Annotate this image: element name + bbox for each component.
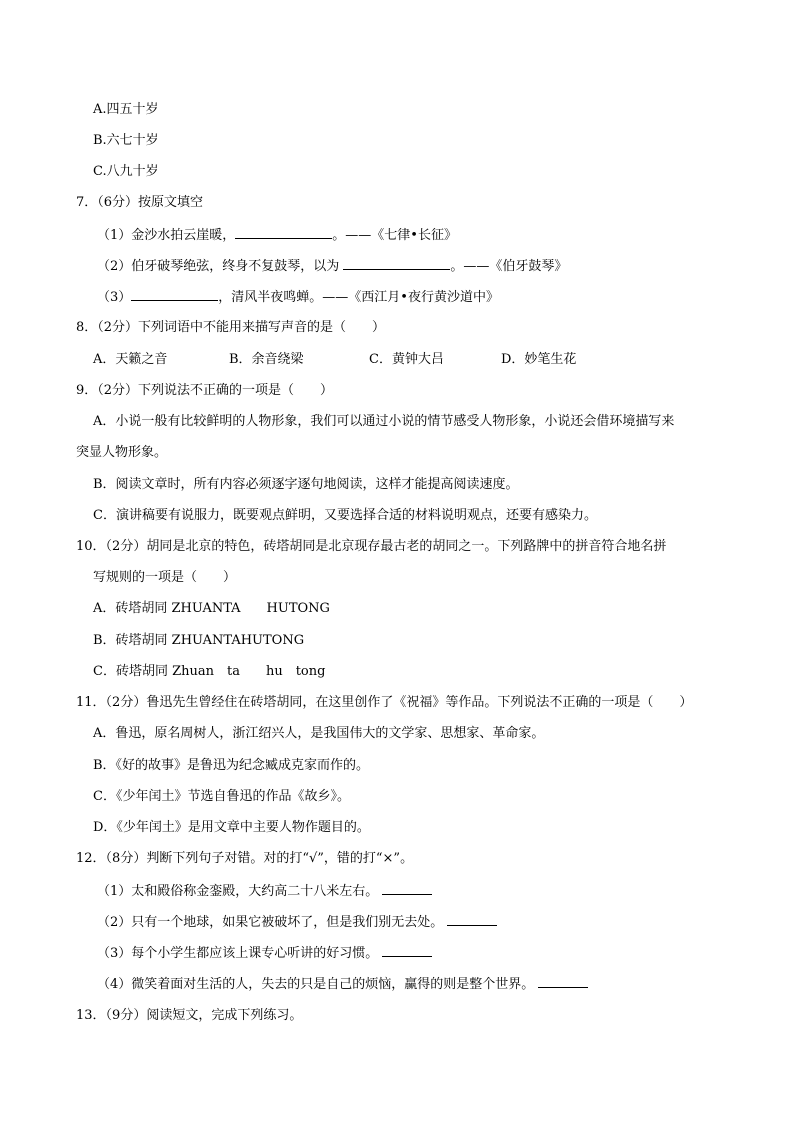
q10-option-a: A．砖塔胡同 ZHUANTA HUTONG (93, 601, 330, 616)
q7-stem: 7．（6分）按原文填空 (76, 195, 204, 210)
q8-option-d: D．妙笔生花 (501, 352, 577, 367)
q10-stem-line1: 10．（2分）胡同是北京的特色，砖塔胡同是北京现存最古老的胡同之一。下列路牌中的拼音符合地名拼 (76, 539, 667, 554)
option-a-age: A.四五十岁 (93, 102, 159, 117)
q12-stem: 12．（8分）判断下列句子对错。对的打“√”，错的打“×”。 (76, 851, 414, 866)
q12-item-3: （3）每个小学生都应该上课专心听讲的好习惯。 (97, 943, 432, 963)
option-c-age: C.八九十岁 (93, 164, 159, 179)
q11-option-a: A．鲁迅，原名周树人，浙江绍兴人，是我国伟大的文学家、思想家、革命家。 (93, 726, 545, 741)
q9-option-a-line1: A．小说一般有比较鲜明的人物形象，我们可以通过小说的情节感受人物形象，小说还会借环境描写来 (93, 414, 675, 429)
q11-stem: 11．（2分）鲁迅先生曾经住在砖塔胡同，在这里创作了《祝福》等作品。下列说法不正确的一项是（ ） (76, 695, 693, 710)
q9-option-b: B．阅读文章时，所有内容必须逐字逐句地阅读，这样才能提高阅读速度。 (93, 477, 519, 492)
q8-stem: 8．（2分）下列词语中不能用来描写声音的是（ ） (76, 320, 386, 335)
fill-blank[interactable] (343, 256, 450, 270)
q10-stem-line2: 写规则的一项是（ ） (93, 570, 237, 585)
q12-item-2: （2）只有一个地球，如果它被破坏了，但是我们别无去处。 (97, 912, 497, 932)
q11-option-d: D．《少年闰土》是用文章中主要人物作题目的。 (93, 820, 370, 835)
q7-item-3: （3） ，清风半夜鸣蝉。——《西江月•夜行黄沙道中》 (97, 287, 499, 307)
answer-blank[interactable] (538, 974, 588, 988)
q13-stem: 13．（9分）阅读短文，完成下列练习。 (76, 1008, 303, 1023)
answer-blank[interactable] (447, 912, 497, 926)
q8-option-a: A．天籁之音 (93, 352, 168, 367)
q12-item-1: （1）太和殿俗称金銮殿，大约高二十八米左右。 (97, 881, 432, 901)
q9-option-a-line2: 突显人物形象。 (76, 445, 168, 460)
q9-option-c: C．演讲稿要有说服力，既要观点鲜明，又要选择合适的材料说明观点，还要有感染力。 (93, 508, 597, 523)
answer-blank[interactable] (382, 881, 432, 895)
q11-option-c: C．《少年闰土》节选自鲁迅的作品《故乡》。 (93, 789, 350, 804)
q11-option-b: B．《好的故事》是鲁迅为纪念臧成克家而作的。 (93, 758, 370, 773)
q9-stem: 9．（2分）下列说法不正确的一项是（ ） (76, 383, 334, 398)
fill-blank[interactable] (235, 225, 332, 239)
q7-item-1: （1）金沙水拍云崖暖， 。——《七律•长征》 (97, 225, 457, 245)
q12-item-4: （4）微笑着面对生活的人，失去的只是自己的烦恼，赢得的则是整个世界。 (97, 974, 588, 994)
q8-option-c: C．黄钟大吕 (369, 352, 444, 367)
q8-option-b: B．余音绕梁 (229, 352, 304, 367)
q10-option-b: B．砖塔胡同 ZHUANTAHUTONG (93, 633, 305, 648)
option-b-age: B.六七十岁 (93, 133, 159, 148)
q10-option-c: C．砖塔胡同 Zhuan ta hu tong (93, 664, 326, 679)
answer-blank[interactable] (382, 943, 432, 957)
fill-blank[interactable] (131, 287, 218, 301)
q7-item-2: （2）伯牙破琴绝弦，终身不复鼓琴，以为 。——《伯牙鼓琴》 (97, 256, 567, 276)
